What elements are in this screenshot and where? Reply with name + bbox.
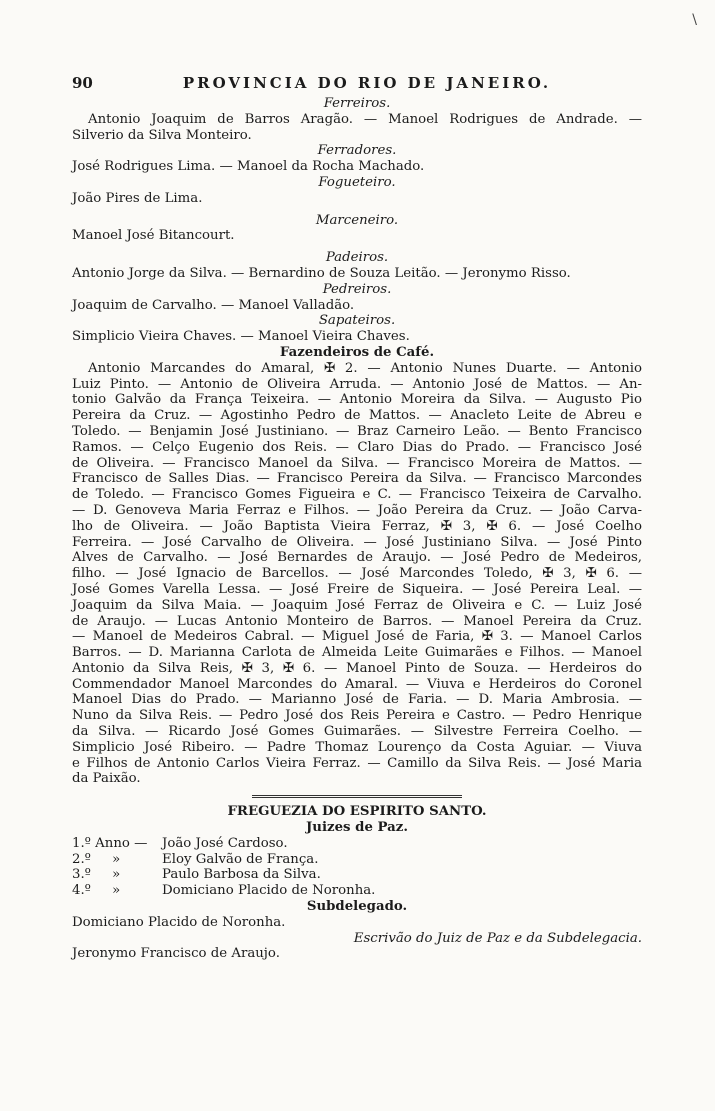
text-line: Simplicio José Ribeiro. — Padre Thomaz Lourenço da Costa Aguiar. — Viuva (72, 739, 642, 755)
heading-juizes: Juizes de Paz. (306, 820, 408, 836)
juiz-name: Paulo Barbosa da Silva. (162, 867, 321, 883)
text-line: Antonio Joaquim de Barros Aragão. — Manoel Rodrigues de Andrade. — (88, 111, 642, 127)
text-line: Jeronymo Francisco de Araujo. (72, 946, 280, 962)
text-line: Nuno da Silva Reis. — Pedro José dos Reis Pereira e Castro. — Pedro Henrique (72, 708, 642, 724)
text-line: Luiz Pinto. — Antonio de Oliveira Arruda. — Antonio José de Mattos. — An- (72, 376, 642, 392)
text-line: Commendador Manoel Marcondes do Amaral. — Viuva e Herdeiros do Coronel (72, 676, 642, 692)
heading-ferradores: Ferradores. (317, 143, 397, 159)
heading-pedreiros: Pedreiros. (322, 281, 392, 297)
heading-escrivao: Escrivão do Juiz de Paz e da Subdelegacia. (353, 930, 642, 946)
text-line: Manoel José Bitancourt. (72, 228, 235, 244)
juiz-row (72, 867, 642, 883)
page-title: PROVINCIA DO RIO DE JANEIRO. (182, 74, 552, 92)
juiz-name: Eloy Galvão de França. (162, 851, 319, 867)
text-line: Antonio Jorge da Silva. — Bernardino de Souza Leitão. — Jeronymo Risso. (72, 265, 571, 281)
text-line: — Manoel de Medeiros Cabral. — Miguel José de Faria, ✠ 3. — Manoel Carlos (72, 629, 642, 645)
text-line: — D. Genoveva Maria Ferraz e Filhos. — João Pereira da Cruz. — João Carva- (72, 502, 642, 518)
text-line: Pereira da Cruz. — Agostinho Pedro de Mattos. — Anacleto Leite de Abreu e (72, 408, 642, 424)
text-line: lho de Oliveira. — João Baptista Vieira Ferraz, ✠ 3, ✠ 6. — José Coelho (72, 518, 642, 534)
text-line: tonio Galvão da França Teixeira. — Antonio Moreira da Silva. — Augusto Pio (72, 392, 642, 408)
text-line: Toledo. — Benjamin José Justiniano. — Braz Carneiro Leão. — Bento Francisco (72, 423, 642, 439)
text-line: Ferreira. — José Carvalho de Oliveira. — José Justiniano Silva. — José Pinto (72, 534, 642, 550)
text-line: de Araujo. — Lucas Antonio Monteiro de Barros. — Manoel Pereira da Cruz. (72, 613, 642, 629)
text-line: Joaquim de Carvalho. — Manoel Valladão. (72, 297, 355, 313)
text-line: Ramos. — Celço Eugenio dos Reis. — Claro Dias do Prado. — Francisco José (72, 439, 642, 455)
text-line: Alves de Carvalho. — José Bernardes de Araujo. — José Pedro de Medeiros, (72, 550, 642, 566)
text-line: Simplicio Vieira Chaves. — Manoel Vieira Chaves. (72, 329, 410, 345)
text-line: de Toledo. — Francisco Gomes Figueira e C. — Francisco Teixeira de Carvalho. (72, 487, 642, 503)
juiz-row (72, 852, 642, 868)
text-line: João Pires de Lima. (72, 190, 203, 206)
juiz-ordinal: 1.º Anno — (72, 835, 148, 851)
text-line: filho. — José Ignacio de Barcellos. — José Marcondes Toledo, ✠ 3, ✠ 6. — (72, 566, 642, 582)
text-line: Silverio da Silva Monteiro. (72, 127, 252, 143)
juiz-name: João José Cardoso. (162, 835, 288, 851)
heading-subdelegado: Subdelegado. (306, 899, 408, 915)
text-line: José Rodrigues Lima. — Manoel da Rocha Machado. (72, 159, 425, 175)
text-line: Antonio da Silva Reis, ✠ 3, ✠ 6. — Manoel Pinto de Souza. — Herdeiros do (72, 660, 642, 676)
juiz-row (72, 836, 642, 852)
juiz-ordinal: 4.º » (72, 883, 121, 899)
text-line: Barros. — D. Marianna Carlota de Almeida Leite Guimarães e Filhos. — Manoel (72, 645, 642, 661)
text-line: José Gomes Varella Lessa. — José Freire de Siqueira. — José Pereira Leal. — (72, 581, 642, 597)
text-line: Domiciano Placido de Noronha. (72, 914, 286, 930)
heading-ferreiros: Ferreiros. (323, 96, 391, 111)
page-number: 90 (72, 74, 93, 92)
juiz-row (72, 883, 642, 899)
text-line: e Filhos de Antonio Carlos Vieira Ferraz. — Camillo da Silva Reis. — José Maria (72, 755, 642, 771)
juiz-ordinal: 3.º » (72, 867, 121, 883)
section-divider (252, 795, 462, 798)
text-line: Manoel Dias do Prado. — Marianno José de Faria. — D. Maria Ambrosia. — (72, 692, 642, 708)
document-page (72, 74, 642, 962)
text-line: da Silva. — Ricardo José Gomes Guimarães. — Silvestre Ferreira Coelho. — (72, 724, 642, 740)
fazendeiros-paragraph (72, 361, 642, 788)
juiz-name: Domiciano Placido de Noronha. (162, 883, 376, 899)
heading-sapateiros: Sapateiros. (318, 313, 396, 329)
text-line: Antonio Marcandes do Amaral, ✠ 2. — Antonio Nunes Duarte. — Antonio (88, 360, 642, 376)
heading-marceneiro: Marceneiro. (315, 212, 399, 228)
corner-mark: \ (692, 12, 697, 28)
heading-fazendeiros: Fazendeiros de Café. (279, 344, 435, 360)
text-line: de Oliveira. — Francisco Manoel da Silva. — Francisco Moreira de Mattos. — (72, 455, 642, 471)
heading-fogueteiro: Fogueteiro. (318, 174, 396, 190)
text-line: da Paixão. (72, 771, 141, 787)
juiz-ordinal: 2.º » (72, 851, 121, 867)
text-line: Francisco de Salles Dias. — Francisco Pereira da Silva. — Francisco Marcondes (72, 471, 642, 487)
text-line: Joaquim da Silva Maia. — Joaquim José Ferraz de Oliveira e C. — Luiz José (72, 597, 642, 613)
page-header (72, 74, 642, 96)
heading-padeiros: Padeiros. (325, 250, 389, 266)
heading-freguezia: FREGUEZIA DO ESPIRITO SANTO. (227, 804, 487, 820)
